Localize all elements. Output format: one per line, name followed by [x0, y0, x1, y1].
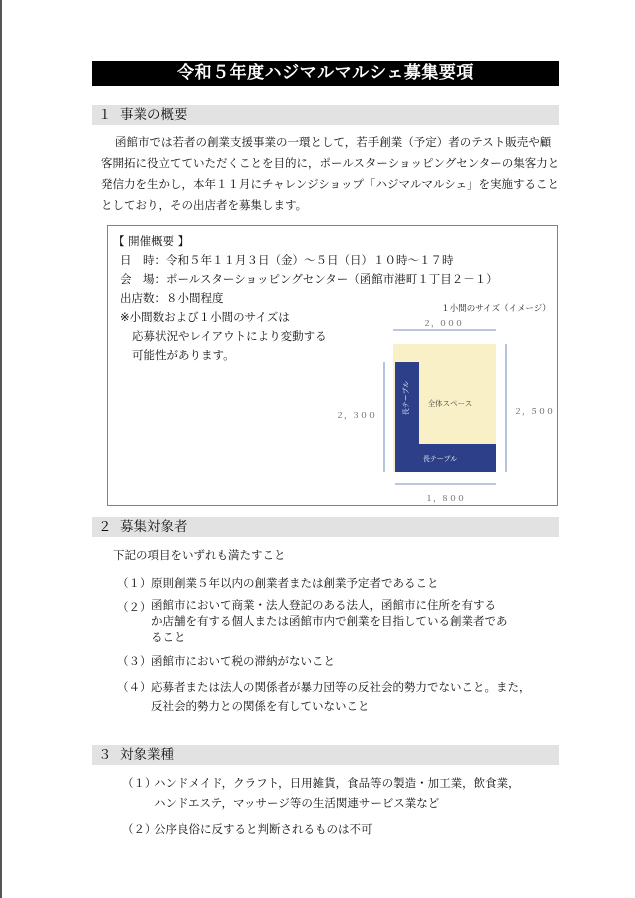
- booth-size-diagram: [108, 226, 557, 505]
- eligibility-item-text: 応募者または法人の関係者が暴力団等の反社会的勢力でないこと。また，: [151, 680, 531, 694]
- event-date-value: 令和５年１１月３日（金）～５日（日）１０時～１７時: [166, 253, 454, 267]
- long-table-vertical-label: 長テーブル: [402, 380, 410, 416]
- diagram-height-right: ２，５００: [514, 407, 554, 416]
- long-table-horizontal-label: 長テーブル: [422, 455, 458, 463]
- industry-item-text: ハンドメイド，クラフト，日用雑貨，食品等の製造・加工業，飲食業，: [154, 776, 520, 790]
- event-note-line: 可能性があります。: [132, 348, 235, 362]
- eligibility-item-text: ること: [151, 630, 186, 644]
- section-heading-overview: [92, 105, 559, 125]
- section-number: ２: [98, 519, 112, 535]
- section-number: １: [98, 107, 112, 123]
- overview-paragraph: 函館市では若者の創業支援事業の一環として，若手創業（予定）者のテスト販売や顧客開拓に役立てていただくことを目的に，ポールスターショッピングセンターの集客力と発信力を生かし，本年１１月にチャレンジショップ「ハジマルマルシェ」を実施することとしており，その出店者を募集します。: [101, 135, 560, 212]
- diagram-height-left: ２，３００: [336, 411, 376, 420]
- section-label: 募集対象者: [120, 519, 188, 535]
- event-note-line: ※小間数および１小間のサイズは: [120, 310, 290, 324]
- diagram-caption: １小間のサイズ（イメージ）: [441, 304, 551, 314]
- eligibility-item-number: （１）: [117, 576, 152, 590]
- event-heading: 【 開催概要 】: [113, 234, 190, 248]
- eligibility-item-number: （３）: [117, 654, 152, 668]
- eligibility-item-number: （２）: [117, 600, 152, 614]
- eligibility-item-text: 反社会的勢力との関係を有していないこと: [151, 699, 370, 713]
- section-label: 対象業種: [120, 747, 174, 763]
- industry-item-number: （１）: [122, 776, 157, 790]
- eligibility-item-number: （４）: [117, 680, 152, 694]
- document-title: 令和５年度ハジマルマルシェ募集要項: [92, 61, 559, 86]
- eligibility-item-text: 函館市において税の滞納がないこと: [151, 654, 335, 668]
- industry-item-text: ハンドエステ，マッサージ等の生活関連サービス業など: [154, 796, 440, 810]
- eligibility-item-text: 原則創業５年以内の創業者または創業予定者であること: [151, 576, 439, 590]
- section-label: 事業の概要: [120, 107, 188, 123]
- eligibility-item-text: 函館市において商業・法人登記のある法人，函館市に住所を有する: [151, 598, 496, 612]
- diagram-width-bottom: １，８００: [425, 494, 465, 503]
- page-left-edge: [0, 0, 2, 898]
- event-venue-label: 会 場：: [120, 272, 166, 286]
- eligibility-intro: 下記の項目をいずれも満たすこと: [113, 548, 286, 562]
- diagram-width-top: ２，０００: [423, 319, 463, 328]
- event-summary-box: [107, 225, 558, 506]
- event-stores: 出店数：８小間程度: [120, 291, 224, 305]
- industry-item-text: 公序良俗に反すると判断されるものは不可: [154, 822, 373, 836]
- eligibility-item-text: か店舗を有する個人または函館市内で創業を目指している創業者であ: [151, 614, 508, 628]
- event-note-line: 応募状況やレイアウトにより変動する: [132, 329, 327, 343]
- event-venue-value: ポールスターショッピングセンター（函館市港町１丁目２－１）: [166, 272, 498, 286]
- section-heading-industry: [92, 745, 559, 765]
- whole-space-label: 全体スペース: [427, 399, 473, 408]
- section-number: ３: [98, 747, 112, 763]
- section-heading-eligibility: [92, 517, 559, 537]
- industry-item-number: （２）: [122, 822, 157, 836]
- event-date-label: 日 時：: [120, 253, 166, 267]
